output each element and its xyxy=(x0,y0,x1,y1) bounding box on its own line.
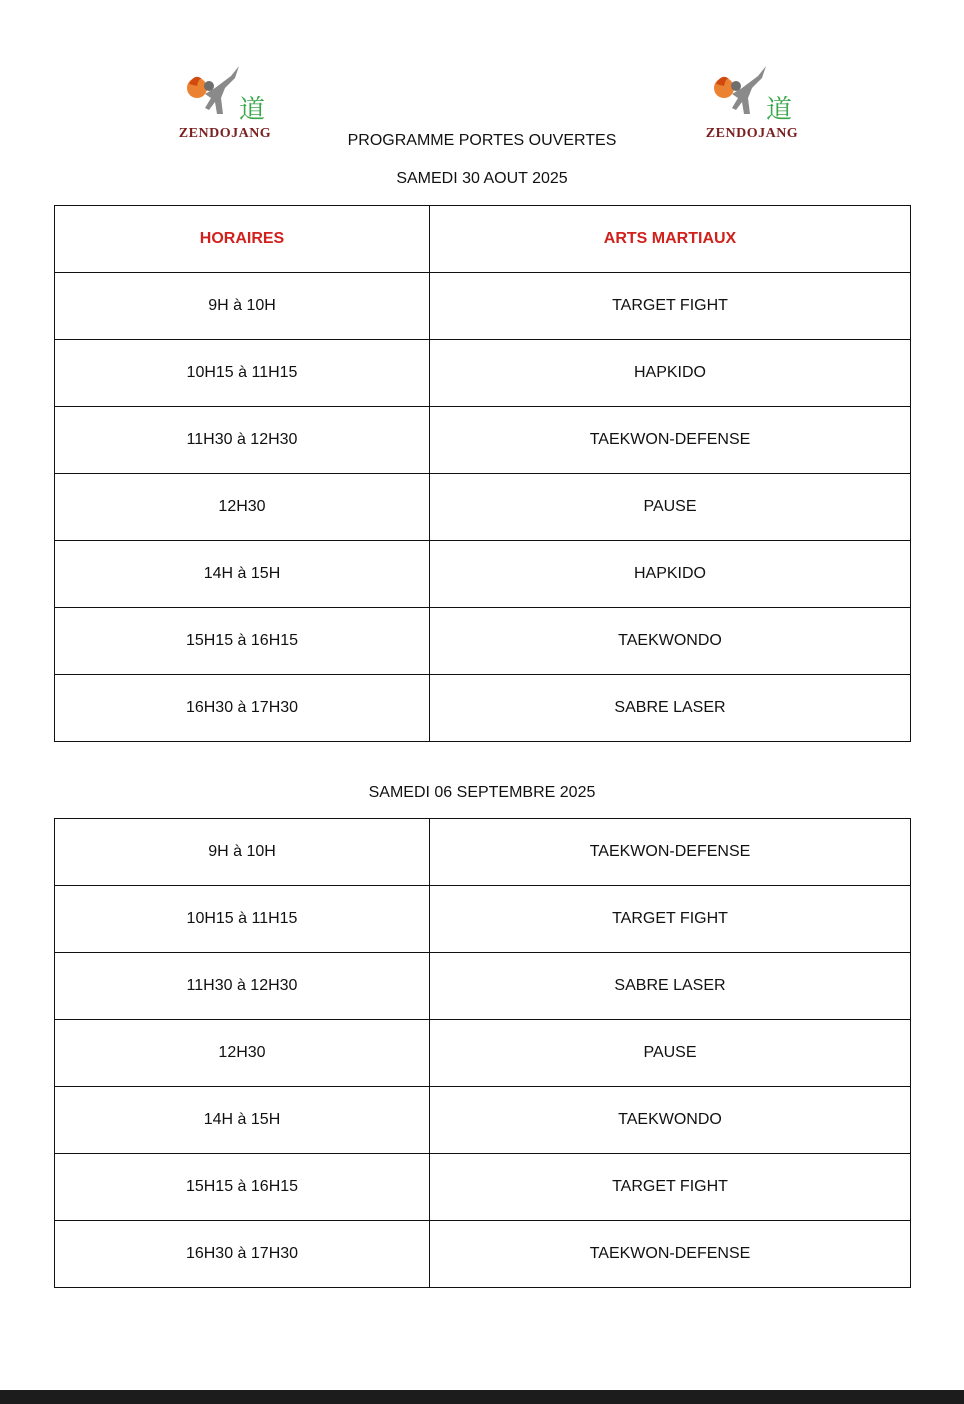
table-row xyxy=(55,541,911,608)
schedule-table-day1 xyxy=(54,205,911,742)
time-cell: 9H à 10H xyxy=(55,273,430,340)
time-cell: 9H à 10H xyxy=(55,819,430,886)
table-row xyxy=(55,1087,911,1154)
activity-cell: TAEKWON-DEFENSE xyxy=(430,1221,911,1288)
activity-cell: TAEKWONDO xyxy=(430,1087,911,1154)
table-row xyxy=(55,407,911,474)
table-row xyxy=(55,474,911,541)
time-cell: 16H30 à 17H30 xyxy=(55,675,430,742)
activity-cell: HAPKIDO xyxy=(430,340,911,407)
time-cell: 15H15 à 16H15 xyxy=(55,1154,430,1221)
activity-cell: TARGET FIGHT xyxy=(430,1154,911,1221)
activity-cell: TARGET FIGHT xyxy=(430,273,911,340)
activity-cell: TAEKWONDO xyxy=(430,608,911,675)
schedule-table-day2 xyxy=(54,818,911,1288)
time-cell: 15H15 à 16H15 xyxy=(55,608,430,675)
brand-name: ZENDOJANG xyxy=(178,126,272,141)
column-header-horaires: HORAIRES xyxy=(55,206,430,273)
table-row xyxy=(55,1020,911,1087)
time-cell: 11H30 à 12H30 xyxy=(55,407,430,474)
table-row xyxy=(55,1221,911,1288)
table-header-row xyxy=(55,206,911,273)
activity-cell: PAUSE xyxy=(430,1020,911,1087)
table-row xyxy=(55,340,911,407)
time-cell: 10H15 à 11H15 xyxy=(55,340,430,407)
time-cell: 12H30 xyxy=(55,474,430,541)
zendojang-emblem-icon xyxy=(175,64,275,128)
activity-cell: TAEKWON-DEFENSE xyxy=(430,819,911,886)
table-row xyxy=(55,608,911,675)
activity-cell: TARGET FIGHT xyxy=(430,886,911,953)
brand-glyph: 道 xyxy=(766,95,793,125)
time-cell: 11H30 à 12H30 xyxy=(55,953,430,1020)
bottom-edge-bar xyxy=(0,1390,964,1404)
day1-heading: SAMEDI 30 AOUT 2025 xyxy=(396,170,568,187)
table-row xyxy=(55,675,911,742)
table-row xyxy=(55,886,911,953)
time-cell: 10H15 à 11H15 xyxy=(55,886,430,953)
brand-glyph: 道 xyxy=(239,95,266,125)
table-row xyxy=(55,273,911,340)
activity-cell: PAUSE xyxy=(430,474,911,541)
activity-cell: SABRE LASER xyxy=(430,675,911,742)
zendojang-emblem-icon xyxy=(702,64,802,128)
time-cell: 14H à 15H xyxy=(55,541,430,608)
day2-heading: SAMEDI 06 SEPTEMBRE 2025 xyxy=(368,784,596,801)
time-cell: 14H à 15H xyxy=(55,1087,430,1154)
table-row xyxy=(55,819,911,886)
table-row xyxy=(55,1154,911,1221)
time-cell: 16H30 à 17H30 xyxy=(55,1221,430,1288)
time-cell: 12H30 xyxy=(55,1020,430,1087)
column-header-arts-martiaux: ARTS MARTIAUX xyxy=(430,206,911,273)
activity-cell: TAEKWON-DEFENSE xyxy=(430,407,911,474)
activity-cell: HAPKIDO xyxy=(430,541,911,608)
brand-name: ZENDOJANG xyxy=(705,126,799,141)
table-row xyxy=(55,953,911,1020)
activity-cell: SABRE LASER xyxy=(430,953,911,1020)
page-title: PROGRAMME PORTES OUVERTES xyxy=(347,132,617,149)
